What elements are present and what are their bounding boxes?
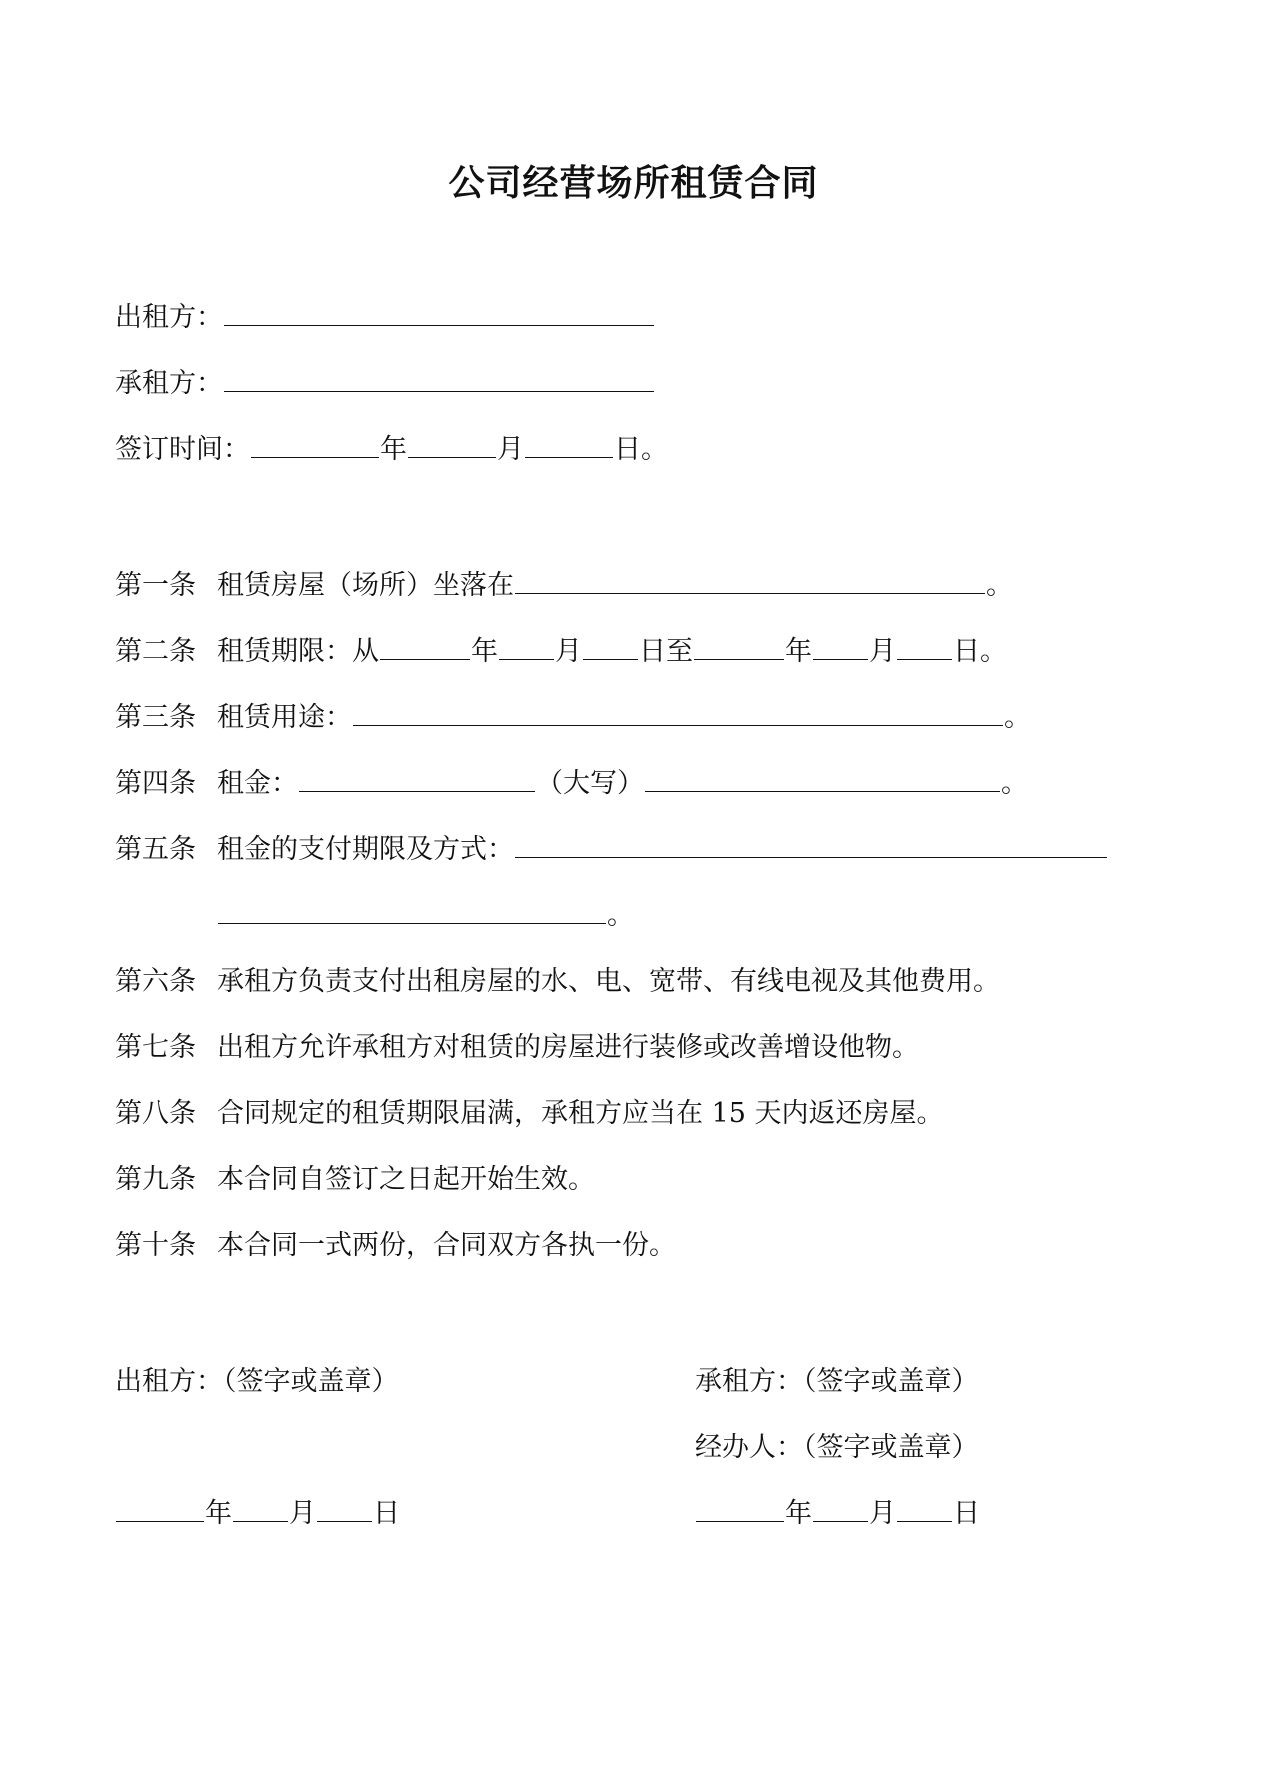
signed-year-blank[interactable] bbox=[251, 431, 379, 458]
article-2-end: 日。 bbox=[953, 636, 1007, 667]
article-2-month: 月 bbox=[555, 636, 582, 667]
article-7-text: 出租方允许承租方对租赁的房屋进行装修或改善增设他物。 bbox=[217, 1032, 919, 1063]
article-10-number: 第十条 bbox=[115, 1230, 196, 1261]
lessee-label: 承租方： bbox=[115, 368, 223, 399]
lessee-line bbox=[115, 364, 655, 404]
article-6-number: 第六条 bbox=[115, 966, 196, 997]
article-4-end: 。 bbox=[1001, 768, 1028, 799]
lessor-date-month-unit: 月 bbox=[289, 1498, 316, 1529]
lessee-date-day-unit: 日 bbox=[953, 1498, 980, 1529]
document-title: 公司经营场所租赁合同 bbox=[448, 163, 819, 204]
article-3-end: 。 bbox=[1004, 702, 1031, 733]
lessee-date-day-blank[interactable] bbox=[897, 1495, 952, 1522]
article-9-number: 第九条 bbox=[115, 1164, 196, 1195]
article-4-capital-label: （大写） bbox=[536, 768, 644, 799]
article-5-number: 第五条 bbox=[115, 834, 196, 865]
signed-time-label: 签订时间： bbox=[115, 434, 250, 465]
article-2-number: 第二条 bbox=[115, 636, 196, 667]
lessor-label: 出租方： bbox=[115, 302, 223, 333]
lessor-date-month-blank[interactable] bbox=[233, 1495, 288, 1522]
signed-time-line bbox=[115, 430, 668, 470]
signed-day-blank[interactable] bbox=[525, 431, 613, 458]
article-2-month2: 月 bbox=[869, 636, 896, 667]
article-1-end: 。 bbox=[986, 570, 1013, 601]
article-2-end-day-blank[interactable] bbox=[897, 633, 952, 660]
lessee-date-month-blank[interactable] bbox=[813, 1495, 868, 1522]
article-4-text: 租金： bbox=[217, 768, 298, 799]
lessee-date-month-unit: 月 bbox=[869, 1498, 896, 1529]
article-4-rent-capital-blank[interactable] bbox=[645, 765, 1000, 792]
article-9-text: 本合同自签订之日起开始生效。 bbox=[217, 1164, 595, 1195]
article-5-payment-blank-1[interactable] bbox=[515, 831, 1107, 858]
article-2-start-month-blank[interactable] bbox=[499, 633, 554, 660]
agent-signature: 经办人：（签字或盖章） bbox=[695, 1432, 979, 1463]
article-2-start-year-blank[interactable] bbox=[380, 633, 470, 660]
article-2-text: 租赁期限：从 bbox=[217, 636, 379, 667]
lessee-signature: 承租方：（签字或盖章） bbox=[695, 1366, 979, 1397]
article-1-location-blank[interactable] bbox=[515, 567, 985, 594]
lessor-signature: 出租方：（签字或盖章） bbox=[115, 1366, 399, 1397]
article-2-year: 年 bbox=[471, 636, 498, 667]
article-2 bbox=[115, 632, 1007, 672]
article-5-end: 。 bbox=[607, 900, 634, 931]
article-2-end-month-blank[interactable] bbox=[813, 633, 868, 660]
signed-day-unit: 日。 bbox=[614, 434, 668, 465]
article-10 bbox=[115, 1226, 676, 1266]
article-3-purpose-blank[interactable] bbox=[353, 699, 1003, 726]
article-10-text: 本合同一式两份，合同双方各执一份。 bbox=[217, 1230, 676, 1261]
article-2-start-day-blank[interactable] bbox=[583, 633, 638, 660]
article-5 bbox=[115, 830, 1108, 870]
article-7 bbox=[115, 1028, 919, 1068]
article-3-text: 租赁用途： bbox=[217, 702, 352, 733]
signed-month-unit: 月 bbox=[497, 434, 524, 465]
article-6 bbox=[115, 962, 1000, 1002]
article-5-continuation bbox=[217, 896, 634, 936]
article-1 bbox=[115, 566, 1013, 606]
lessee-blank[interactable] bbox=[224, 365, 654, 392]
article-5-payment-blank-2[interactable] bbox=[218, 897, 606, 924]
article-2-end-year-blank[interactable] bbox=[694, 633, 784, 660]
article-4-number: 第四条 bbox=[115, 768, 196, 799]
article-1-number: 第一条 bbox=[115, 570, 196, 601]
signed-year-unit: 年 bbox=[380, 434, 407, 465]
article-1-text: 租赁房屋（场所）坐落在 bbox=[217, 570, 514, 601]
article-6-text: 承租方负责支付出租房屋的水、电、宽带、有线电视及其他费用。 bbox=[217, 966, 1000, 997]
article-4-rent-blank[interactable] bbox=[299, 765, 535, 792]
lessor-date-day-blank[interactable] bbox=[317, 1495, 372, 1522]
article-4 bbox=[115, 764, 1028, 804]
lessor-date-day-unit: 日 bbox=[373, 1498, 400, 1529]
article-8-text: 合同规定的租赁期限届满，承租方应当在 15 天内返还房屋。 bbox=[217, 1098, 944, 1129]
signed-month-blank[interactable] bbox=[408, 431, 496, 458]
lessor-date-line bbox=[115, 1494, 400, 1534]
article-3 bbox=[115, 698, 1031, 738]
lessee-date-line bbox=[695, 1494, 980, 1534]
article-2-day-to: 日至 bbox=[639, 636, 693, 667]
lessor-line bbox=[115, 298, 655, 338]
lessee-date-year-blank[interactable] bbox=[696, 1495, 784, 1522]
article-2-year2: 年 bbox=[785, 636, 812, 667]
article-5-text: 租金的支付期限及方式： bbox=[217, 834, 514, 865]
article-9 bbox=[115, 1160, 595, 1200]
article-8 bbox=[115, 1094, 944, 1134]
lessee-date-year-unit: 年 bbox=[785, 1498, 812, 1529]
article-7-number: 第七条 bbox=[115, 1032, 196, 1063]
lessor-date-year-unit: 年 bbox=[205, 1498, 232, 1529]
article-3-number: 第三条 bbox=[115, 702, 196, 733]
lessor-blank[interactable] bbox=[224, 299, 654, 326]
lessor-date-year-blank[interactable] bbox=[116, 1495, 204, 1522]
article-8-number: 第八条 bbox=[115, 1098, 196, 1129]
